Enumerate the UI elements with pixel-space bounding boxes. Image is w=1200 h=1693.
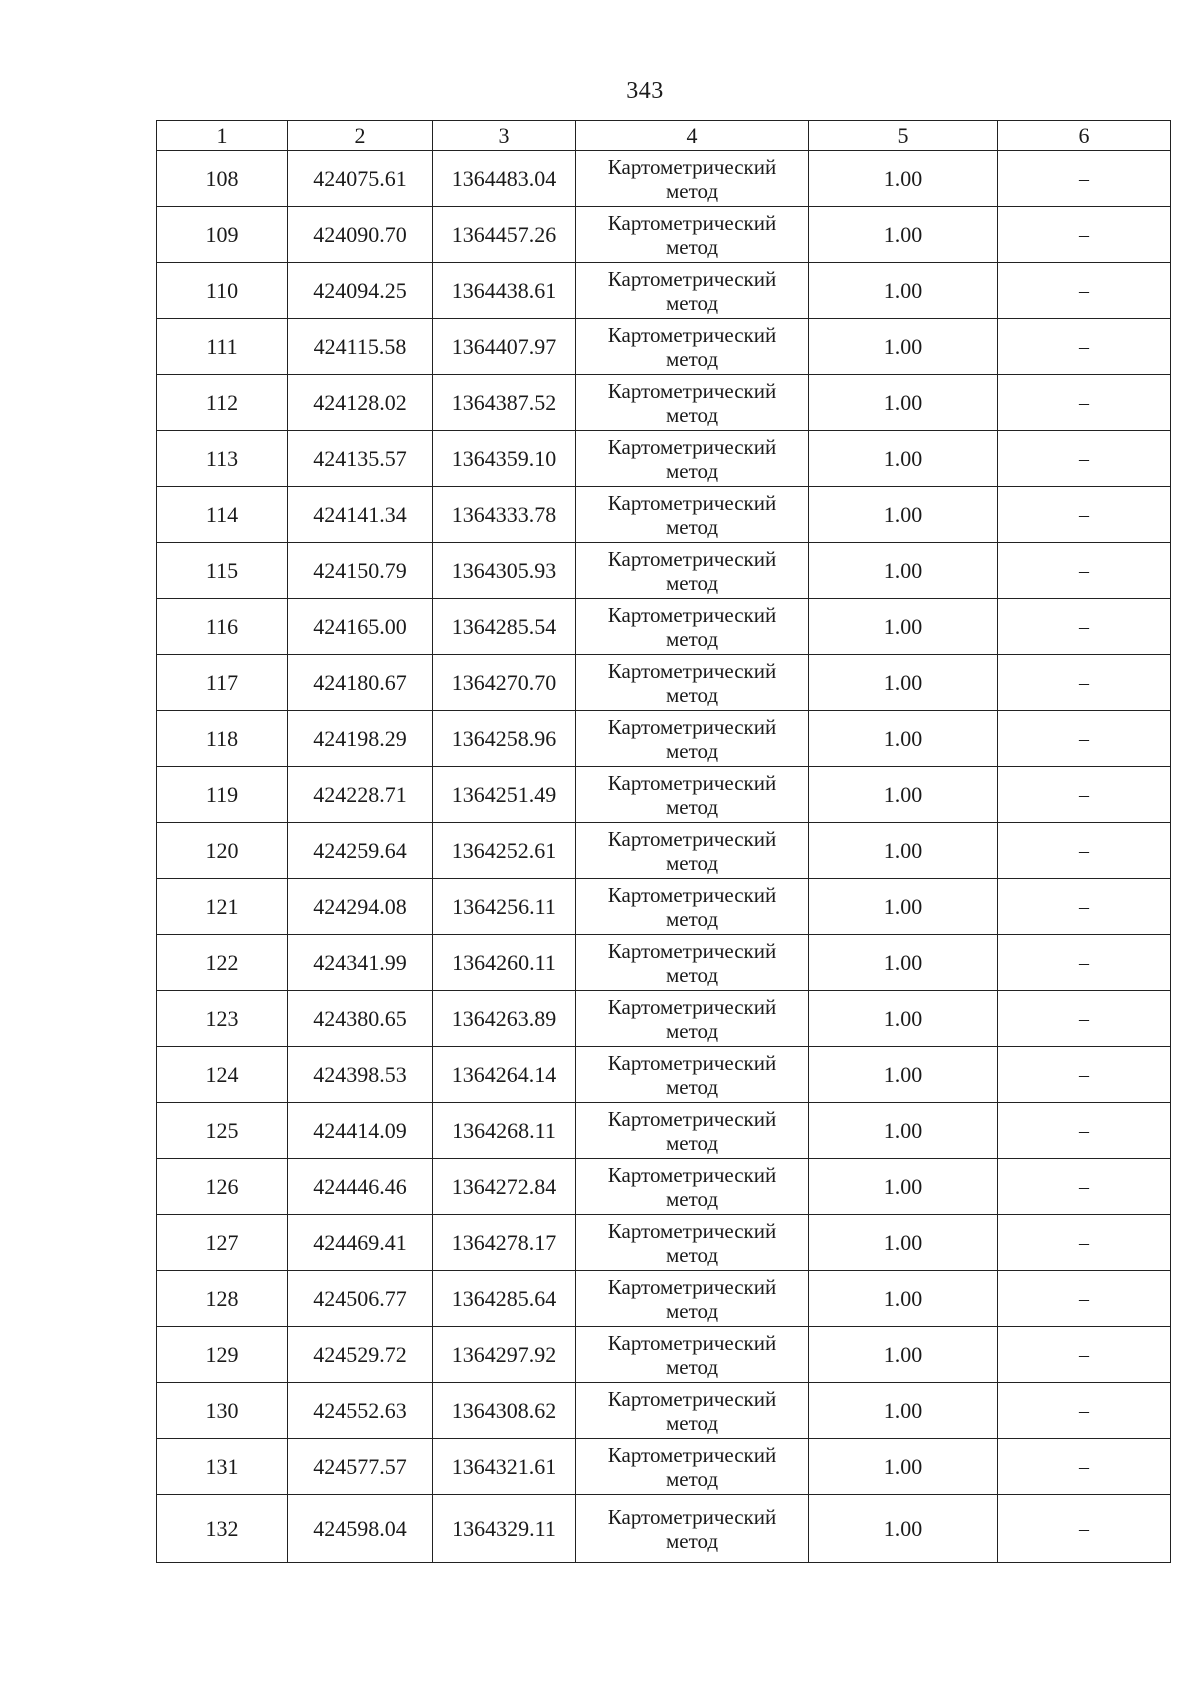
method-line-1: Картометрический (607, 210, 777, 235)
point-number-cell: 130 (157, 1383, 288, 1439)
coordinate-x-cell: 424294.08 (288, 879, 433, 935)
point-number-cell: 132 (157, 1495, 288, 1563)
point-number-cell: 123 (157, 991, 288, 1047)
coordinate-y-cell: 1364285.64 (433, 1271, 576, 1327)
method-line-2: метод (665, 346, 719, 371)
accuracy-cell: 1.00 (809, 1327, 998, 1383)
point-number-cell: 108 (157, 151, 288, 207)
coordinate-x-cell: 424469.41 (288, 1215, 433, 1271)
method-cell (576, 1159, 809, 1215)
coordinate-y-cell: 1364297.92 (433, 1327, 576, 1383)
coordinates-table (156, 120, 1171, 1563)
coordinate-x-cell: 424165.00 (288, 599, 433, 655)
point-number-cell: 126 (157, 1159, 288, 1215)
table-row (157, 935, 1171, 991)
coordinate-x-cell: 424141.34 (288, 487, 433, 543)
coordinate-x-cell: 424506.77 (288, 1271, 433, 1327)
point-number-cell: 110 (157, 263, 288, 319)
method-cell (576, 375, 809, 431)
method-cell (576, 1271, 809, 1327)
method-line-2: метод (665, 1130, 719, 1155)
table-row (157, 991, 1171, 1047)
accuracy-cell: 1.00 (809, 655, 998, 711)
method-line-1: Картометрический (607, 938, 777, 963)
accuracy-cell: 1.00 (809, 767, 998, 823)
method-line-1: Картометрический (607, 1106, 777, 1131)
table-row (157, 1047, 1171, 1103)
column-header-3: 3 (433, 121, 576, 151)
accuracy-cell: 1.00 (809, 1439, 998, 1495)
point-number-cell: 113 (157, 431, 288, 487)
accuracy-cell: 1.00 (809, 991, 998, 1047)
coordinate-x-cell: 424228.71 (288, 767, 433, 823)
method-line-2: метод (665, 794, 719, 819)
method-line-1: Картометрический (607, 770, 777, 795)
method-line-1: Картометрический (607, 1162, 777, 1187)
method-cell (576, 543, 809, 599)
table-row (157, 207, 1171, 263)
note-cell: – (998, 1271, 1171, 1327)
point-number-cell: 124 (157, 1047, 288, 1103)
method-line-2: метод (665, 1528, 719, 1553)
method-line-1: Картометрический (607, 1442, 777, 1467)
point-number-cell: 111 (157, 319, 288, 375)
coordinate-y-cell: 1364321.61 (433, 1439, 576, 1495)
coordinate-x-cell: 424552.63 (288, 1383, 433, 1439)
coordinate-y-cell: 1364305.93 (433, 543, 576, 599)
method-line-1: Картометрический (607, 266, 777, 291)
method-line-1: Картометрический (607, 1274, 777, 1299)
note-cell: – (998, 431, 1171, 487)
coordinate-y-cell: 1364387.52 (433, 375, 576, 431)
accuracy-cell: 1.00 (809, 375, 998, 431)
note-cell: – (998, 1383, 1171, 1439)
method-line-2: метод (665, 1410, 719, 1435)
method-line-1: Картометрический (607, 882, 777, 907)
method-cell (576, 879, 809, 935)
coordinate-y-cell: 1364457.26 (433, 207, 576, 263)
point-number-cell: 125 (157, 1103, 288, 1159)
coordinate-y-cell: 1364270.70 (433, 655, 576, 711)
coordinate-x-cell: 424090.70 (288, 207, 433, 263)
note-cell: – (998, 935, 1171, 991)
table-row (157, 879, 1171, 935)
coordinate-x-cell: 424128.02 (288, 375, 433, 431)
note-cell: – (998, 151, 1171, 207)
method-cell (576, 487, 809, 543)
coordinate-x-cell: 424094.25 (288, 263, 433, 319)
table-row (157, 1495, 1171, 1563)
note-cell: – (998, 1215, 1171, 1271)
point-number-cell: 127 (157, 1215, 288, 1271)
accuracy-cell: 1.00 (809, 1215, 998, 1271)
coordinate-y-cell: 1364256.11 (433, 879, 576, 935)
point-number-cell: 129 (157, 1327, 288, 1383)
accuracy-cell: 1.00 (809, 935, 998, 991)
coordinate-x-cell: 424398.53 (288, 1047, 433, 1103)
point-number-cell: 116 (157, 599, 288, 655)
method-line-1: Картометрический (607, 490, 777, 515)
table-row (157, 1439, 1171, 1495)
point-number-cell: 114 (157, 487, 288, 543)
method-cell (576, 1383, 809, 1439)
method-line-2: метод (665, 290, 719, 315)
table-row (157, 263, 1171, 319)
table-row (157, 711, 1171, 767)
accuracy-cell: 1.00 (809, 1495, 998, 1563)
method-line-2: метод (665, 1466, 719, 1491)
method-line-1: Картометрический (607, 658, 777, 683)
point-number-cell: 109 (157, 207, 288, 263)
table-row (157, 431, 1171, 487)
note-cell: – (998, 319, 1171, 375)
method-line-1: Картометрический (607, 1050, 777, 1075)
accuracy-cell: 1.00 (809, 1103, 998, 1159)
coordinate-x-cell: 424150.79 (288, 543, 433, 599)
method-cell (576, 711, 809, 767)
note-cell: – (998, 1327, 1171, 1383)
point-number-cell: 122 (157, 935, 288, 991)
method-line-2: метод (665, 178, 719, 203)
coordinate-y-cell: 1364285.54 (433, 599, 576, 655)
point-number-cell: 112 (157, 375, 288, 431)
coordinate-y-cell: 1364263.89 (433, 991, 576, 1047)
method-cell (576, 1495, 809, 1563)
column-header-5: 5 (809, 121, 998, 151)
point-number-cell: 131 (157, 1439, 288, 1495)
note-cell: – (998, 1047, 1171, 1103)
method-line-2: метод (665, 458, 719, 483)
method-line-2: метод (665, 570, 719, 595)
coordinate-y-cell: 1364308.62 (433, 1383, 576, 1439)
note-cell: – (998, 543, 1171, 599)
table-header (157, 121, 1171, 151)
method-line-1: Картометрический (607, 434, 777, 459)
method-cell (576, 207, 809, 263)
method-cell (576, 767, 809, 823)
coordinate-y-cell: 1364264.14 (433, 1047, 576, 1103)
table-row (157, 543, 1171, 599)
method-line-2: метод (665, 1354, 719, 1379)
coordinate-y-cell: 1364407.97 (433, 319, 576, 375)
method-line-2: метод (665, 1242, 719, 1267)
coordinate-x-cell: 424529.72 (288, 1327, 433, 1383)
note-cell: – (998, 207, 1171, 263)
coordinate-x-cell: 424135.57 (288, 431, 433, 487)
note-cell: – (998, 879, 1171, 935)
coordinate-y-cell: 1364251.49 (433, 767, 576, 823)
method-cell (576, 151, 809, 207)
accuracy-cell: 1.00 (809, 823, 998, 879)
method-line-2: метод (665, 234, 719, 259)
method-line-2: метод (665, 402, 719, 427)
point-number-cell: 128 (157, 1271, 288, 1327)
note-cell: – (998, 487, 1171, 543)
table-row (157, 1103, 1171, 1159)
note-cell: – (998, 599, 1171, 655)
method-line-1: Картометрический (607, 546, 777, 571)
method-line-2: метод (665, 626, 719, 651)
method-cell (576, 1215, 809, 1271)
table-row (157, 1271, 1171, 1327)
method-cell (576, 991, 809, 1047)
accuracy-cell: 1.00 (809, 207, 998, 263)
coordinate-y-cell: 1364483.04 (433, 151, 576, 207)
note-cell: – (998, 1495, 1171, 1563)
point-number-cell: 115 (157, 543, 288, 599)
coordinate-y-cell: 1364359.10 (433, 431, 576, 487)
method-line-2: метод (665, 514, 719, 539)
coordinate-y-cell: 1364333.78 (433, 487, 576, 543)
note-cell: – (998, 823, 1171, 879)
method-cell (576, 935, 809, 991)
method-line-2: метод (665, 1074, 719, 1099)
table-row (157, 1327, 1171, 1383)
table-row (157, 767, 1171, 823)
method-cell (576, 263, 809, 319)
method-line-1: Картометрический (607, 1504, 777, 1529)
accuracy-cell: 1.00 (809, 599, 998, 655)
point-number-cell: 117 (157, 655, 288, 711)
point-number-cell: 118 (157, 711, 288, 767)
method-cell (576, 431, 809, 487)
point-number-cell: 120 (157, 823, 288, 879)
coordinate-y-cell: 1364260.11 (433, 935, 576, 991)
accuracy-cell: 1.00 (809, 1383, 998, 1439)
method-line-1: Картометрический (607, 154, 777, 179)
coordinate-x-cell: 424115.58 (288, 319, 433, 375)
coordinate-x-cell: 424598.04 (288, 1495, 433, 1563)
coordinate-y-cell: 1364438.61 (433, 263, 576, 319)
method-line-1: Картометрический (607, 1218, 777, 1243)
point-number-cell: 121 (157, 879, 288, 935)
coordinate-x-cell: 424075.61 (288, 151, 433, 207)
coordinate-x-cell: 424198.29 (288, 711, 433, 767)
table-row (157, 487, 1171, 543)
method-cell (576, 599, 809, 655)
note-cell: – (998, 263, 1171, 319)
accuracy-cell: 1.00 (809, 151, 998, 207)
page-number: 343 (626, 78, 664, 104)
method-line-2: метод (665, 906, 719, 931)
column-header-2: 2 (288, 121, 433, 151)
accuracy-cell: 1.00 (809, 431, 998, 487)
method-cell (576, 1439, 809, 1495)
accuracy-cell: 1.00 (809, 263, 998, 319)
table-row (157, 1383, 1171, 1439)
table-row (157, 319, 1171, 375)
method-line-2: метод (665, 962, 719, 987)
table-row (157, 655, 1171, 711)
column-header-6: 6 (998, 121, 1171, 151)
table-row (157, 375, 1171, 431)
method-line-2: метод (665, 1298, 719, 1323)
accuracy-cell: 1.00 (809, 711, 998, 767)
method-cell (576, 655, 809, 711)
accuracy-cell: 1.00 (809, 879, 998, 935)
note-cell: – (998, 655, 1171, 711)
accuracy-cell: 1.00 (809, 1159, 998, 1215)
point-number-cell: 119 (157, 767, 288, 823)
method-cell (576, 1047, 809, 1103)
coordinate-y-cell: 1364272.84 (433, 1159, 576, 1215)
method-line-1: Картометрический (607, 1330, 777, 1355)
note-cell: – (998, 1103, 1171, 1159)
coordinate-x-cell: 424180.67 (288, 655, 433, 711)
method-line-1: Картометрический (607, 826, 777, 851)
column-header-4: 4 (576, 121, 809, 151)
table-row (157, 151, 1171, 207)
header-row (157, 121, 1171, 151)
coordinate-y-cell: 1364329.11 (433, 1495, 576, 1563)
method-line-2: метод (665, 1186, 719, 1211)
method-line-1: Картометрический (607, 322, 777, 347)
note-cell: – (998, 711, 1171, 767)
method-cell (576, 1103, 809, 1159)
table-body (157, 151, 1171, 1563)
note-cell: – (998, 1439, 1171, 1495)
method-line-2: метод (665, 682, 719, 707)
coordinate-y-cell: 1364268.11 (433, 1103, 576, 1159)
note-cell: – (998, 1159, 1171, 1215)
coordinate-x-cell: 424446.46 (288, 1159, 433, 1215)
method-line-1: Картометрический (607, 1386, 777, 1411)
accuracy-cell: 1.00 (809, 1047, 998, 1103)
column-header-1: 1 (157, 121, 288, 151)
coordinate-y-cell: 1364278.17 (433, 1215, 576, 1271)
method-line-1: Картометрический (607, 994, 777, 1019)
table-row (157, 599, 1171, 655)
coordinate-x-cell: 424577.57 (288, 1439, 433, 1495)
method-line-2: метод (665, 738, 719, 763)
coordinate-x-cell: 424414.09 (288, 1103, 433, 1159)
method-cell (576, 823, 809, 879)
accuracy-cell: 1.00 (809, 319, 998, 375)
method-cell (576, 1327, 809, 1383)
coordinate-y-cell: 1364252.61 (433, 823, 576, 879)
method-line-1: Картометрический (607, 714, 777, 739)
method-line-1: Картометрический (607, 378, 777, 403)
method-line-1: Картометрический (607, 602, 777, 627)
note-cell: – (998, 375, 1171, 431)
method-line-2: метод (665, 1018, 719, 1043)
method-cell (576, 319, 809, 375)
accuracy-cell: 1.00 (809, 543, 998, 599)
coordinate-x-cell: 424380.65 (288, 991, 433, 1047)
table-row (157, 823, 1171, 879)
method-line-2: метод (665, 850, 719, 875)
accuracy-cell: 1.00 (809, 1271, 998, 1327)
table-row (157, 1159, 1171, 1215)
coordinate-x-cell: 424259.64 (288, 823, 433, 879)
coordinate-y-cell: 1364258.96 (433, 711, 576, 767)
accuracy-cell: 1.00 (809, 487, 998, 543)
note-cell: – (998, 767, 1171, 823)
coordinate-x-cell: 424341.99 (288, 935, 433, 991)
table-row (157, 1215, 1171, 1271)
note-cell: – (998, 991, 1171, 1047)
